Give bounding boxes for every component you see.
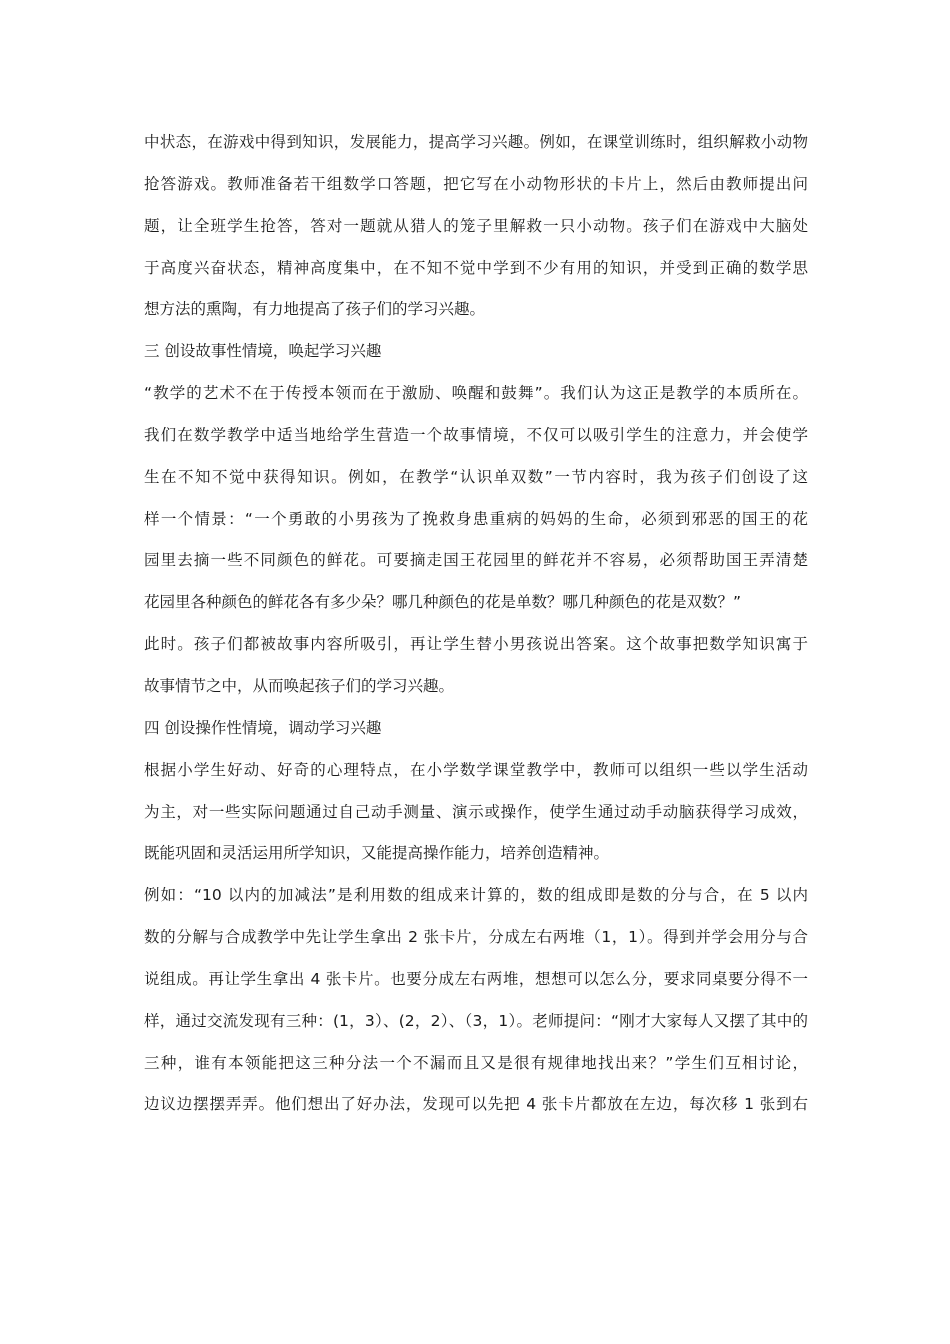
text-line: 园里去摘一些不同颜色的鲜花。可要摘走国王花园里的鲜花并不容易，必须帮助国王弄清楚 (144, 551, 808, 570)
text-line: 例如：“10 以内的加减法”是利用数的组成来计算的，数的组成即是数的分与合，在 5 以内 (144, 886, 808, 905)
text-line: 故事情节之中，从而唤起孩子们的学习兴趣。 (144, 676, 455, 695)
section-heading: 四 创设操作性情境，调动学习兴趣 (144, 718, 382, 737)
text-line: 我们在数学教学中适当地给学生营造一个故事情境，不仅可以吸引学生的注意力，并会使学 (144, 425, 808, 444)
text-line: 花园里各种颜色的鲜花各有多少朵？哪几种颜色的花是单数？哪几种颜色的花是双数？” (144, 593, 742, 612)
text-line: 根据小学生好动、好奇的心理特点，在小学数学课堂教学中，教师可以组织一些以学生活动 (144, 760, 808, 779)
text-line: 三种，谁有本领能把这三种分法一个不漏而且又是很有规律地找出来？”学生们互相讨论， (144, 1053, 808, 1072)
document-body (144, 122, 808, 1126)
text-line: 生在不知不觉中获得知识。例如，在教学“认识单双数”一节内容时，我为孩子们创设了这 (144, 467, 808, 486)
text-line: 样，通过交流发现有三种：(1，3）、(2，2）、（3，1）。老师提问：“刚才大家每人又摆了其中的 (144, 1011, 808, 1030)
text-line: 为主，对一些实际问题通过自己动手测量、演示或操作，使学生通过动手动脑获得学习成效， (144, 802, 808, 821)
text-line: 题，让全班学生抢答，答对一题就从猎人的笼子里解救一只小动物。孩子们在游戏中大脑处 (144, 216, 808, 235)
text-line: 此时。孩子们都被故事内容所吸引，再让学生替小男孩说出答案。这个故事把数学知识寓于 (144, 635, 808, 654)
text-line: 既能巩固和灵活运用所学知识，又能提高操作能力，培养创造精神。 (144, 844, 610, 863)
text-line: 边议边摆摆弄弄。他们想出了好办法，发现可以先把 4 张卡片都放在左边，每次移 1 张到右 (144, 1095, 808, 1114)
text-line: 样一个情景：“一个勇敢的小男孩为了挽救身患重病的妈妈的生命，必须到邪恶的国王的花 (144, 509, 808, 528)
text-line: “教学的艺术不在于传授本领而在于激励、唤醒和鼓舞”。我们认为这正是教学的本质所在。 (144, 384, 808, 403)
text-line: 说组成。再让学生拿出 4 张卡片。也要分成左右两堆，想想可以怎么分，要求同桌要分得不一 (144, 969, 808, 988)
text-line: 抢答游戏。教师准备若干组数学口答题，把它写在小动物形状的卡片上，然后由教师提出问 (144, 174, 808, 193)
text-line: 数的分解与合成教学中先让学生拿出 2 张卡片，分成左右两堆（1，1）。得到并学会用分与合 (144, 928, 808, 947)
section-heading: 三 创设故事性情境，唤起学习兴趣 (144, 342, 382, 361)
text-line: 中状态，在游戏中得到知识，发展能力，提高学习兴趣。例如，在课堂训练时，组织解救小动物 (144, 133, 808, 151)
text-line: 想方法的熏陶，有力地提高了孩子们的学习兴趣。 (144, 300, 486, 319)
text-line: 于高度兴奋状态，精神高度集中，在不知不觉中学到不少有用的知识，并受到正确的数学思 (144, 258, 808, 277)
